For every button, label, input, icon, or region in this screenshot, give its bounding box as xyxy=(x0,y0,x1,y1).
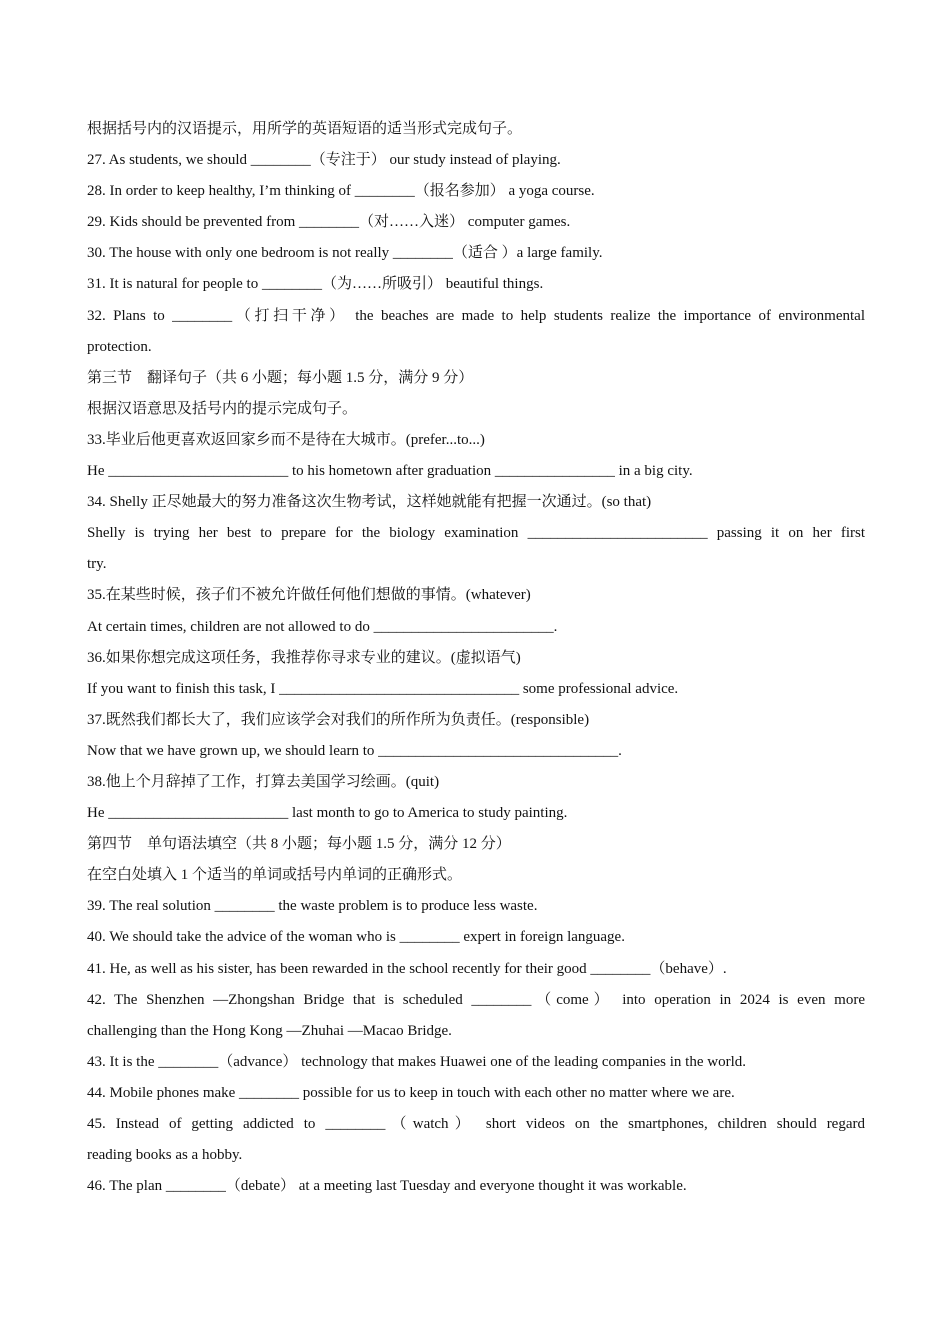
section-instruction-translation: 根据汉语意思及括号内的提示完成句子。 xyxy=(87,400,358,417)
question-34-english: Shelly is trying her best to prepare for the biology examination ________________________ passing it on her first xyxy=(87,525,865,542)
question-40: 40. We should take the advice of the woman who is ________ expert in foreign language. xyxy=(87,929,625,946)
section-instruction: 根据括号内的汉语提示，用所学的英语短语的适当形式完成句子。 xyxy=(87,121,523,137)
question-35-chinese: 35.在某些时候，孩子们不被允许做任何他们想做的事情。(whatever) xyxy=(87,587,531,604)
question-32-line-1: 32. Plans to ________（打扫干净） the beaches are made to help students realize the importance of environmental xyxy=(87,307,865,324)
question-38-chinese: 38.他上个月辞掉了工作，打算去美国学习绘画。(quit) xyxy=(87,773,440,790)
question-42-line-2: challenging than the Hong Kong —Zhuhai —Macao Bridge. xyxy=(87,1022,452,1039)
question-41: 41. He, as well as his sister, has been rewarded in the school recently for their good ________（behave）. xyxy=(87,960,727,977)
question-28: 28. In order to keep healthy, I’m thinking of ________（报名参加） a yoga course. xyxy=(87,183,595,200)
question-36-english: If you want to finish this task, I ________________________________ some professional advice. xyxy=(87,680,679,697)
question-34-chinese: 34. Shelly 正尽她最大的努力准备这次生物考试，这样她就能有把握一次通过。(so that) xyxy=(87,494,652,511)
section-heading-grammar: 第四节 单句语法填空（共 8 小题；每小题 1.5 分，满分 12 分） xyxy=(87,836,511,853)
question-35-english: At certain times, children are not allowed to do ________________________. xyxy=(87,618,558,635)
worksheet-page xyxy=(87,114,865,1202)
question-32-line-2: protection. xyxy=(87,338,152,355)
question-37-english: Now that we have grown up, we should learn to ________________________________. xyxy=(87,742,622,759)
question-42-line-1: 42. The Shenzhen —Zhongshan Bridge that is scheduled ________（come） into operation in 2024 is even more xyxy=(87,991,865,1008)
question-43: 43. It is the ________（advance） technology that makes Huawei one of the leading companies in the world. xyxy=(87,1053,746,1070)
question-31: 31. It is natural for people to ________（为……所吸引） beautiful things. xyxy=(87,276,544,293)
question-36-chinese: 36.如果你想完成这项任务，我推荐你寻求专业的建议。(虚拟语气) xyxy=(87,649,521,666)
question-34-english-cont: try. xyxy=(87,556,107,573)
question-46: 46. The plan ________（debate） at a meeting last Tuesday and everyone thought it was workable. xyxy=(87,1178,687,1195)
question-29: 29. Kids should be prevented from ________（对……入迷） computer games. xyxy=(87,214,571,231)
question-39: 39. The real solution ________ the waste problem is to produce less waste. xyxy=(87,898,538,915)
section-heading-translation: 第三节 翻译句子（共 6 小题；每小题 1.5 分，满分 9 分） xyxy=(87,369,474,386)
section-instruction-grammar: 在空白处填入 1 个适当的单词或括号内单词的正确形式。 xyxy=(87,867,463,884)
question-45-line-2: reading books as a hobby. xyxy=(87,1147,243,1164)
question-33-english: He ________________________ to his hometown after graduation ________________ in a big city. xyxy=(87,463,693,480)
question-45-line-1: 45. Instead of getting addicted to ________（watch） short videos on the smartphones, children should regard xyxy=(87,1116,865,1132)
question-30: 30. The house with only one bedroom is not really ________（适合 ）a large family. xyxy=(87,245,603,262)
question-44: 44. Mobile phones make ________ possible for us to keep in touch with each other no matter where we are. xyxy=(87,1084,735,1101)
question-27: 27. As students, we should ________（专注于） our study instead of playing. xyxy=(87,152,561,169)
question-38-english: He ________________________ last month to go to America to study painting. xyxy=(87,805,568,822)
question-33-chinese: 33.毕业后他更喜欢返回家乡而不是待在大城市。(prefer...to...) xyxy=(87,431,485,448)
question-37-chinese: 37.既然我们都长大了，我们应该学会对我们的所作所为负责任。(responsible) xyxy=(87,711,590,728)
